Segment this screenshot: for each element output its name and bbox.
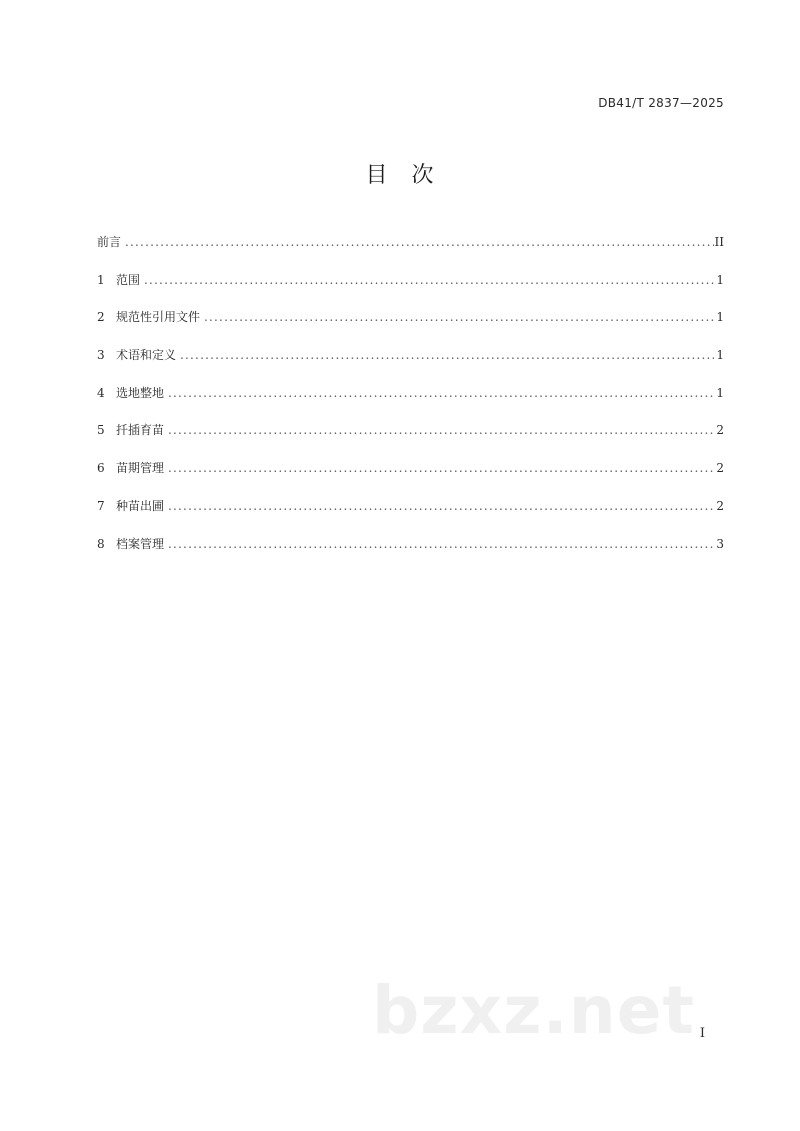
toc-entry-number: 5 [97,423,105,438]
document-code: DB41/T 2837—2025 [598,96,724,110]
toc-dot-leader [166,418,714,442]
toc-entry-seedling-management[interactable] [97,456,724,494]
toc-entry-label: 规范性引用文件 [116,310,201,325]
toc-entry-site-preparation[interactable] [97,381,724,419]
toc-dot-leader [142,268,714,292]
toc-entry-cutting-propagation[interactable] [97,418,724,456]
page-number: I [699,1026,705,1041]
toc-dot-leader [166,381,714,405]
toc-dot-leader [166,456,714,480]
toc-entry-normative-references[interactable] [97,305,724,343]
toc-entry-page: 2 [716,498,724,513]
table-of-contents [97,230,724,569]
toc-entry-page: II [714,235,724,249]
toc-dot-leader [178,343,714,367]
toc-entry-label: 苗期管理 [116,461,165,476]
toc-entry-label: 档案管理 [116,536,165,551]
toc-entry-number: 6 [97,461,105,476]
toc-entry-page: 2 [716,423,724,438]
toc-entry-number: 7 [97,498,105,513]
toc-entry-number: 8 [97,536,105,551]
toc-entry-foreword[interactable] [97,230,724,268]
toc-dot-leader [123,230,714,254]
toc-entry-label: 种苗出圃 [116,498,165,513]
toc-entry-label: 范围 [116,272,141,287]
toc-entry-label: 扦插育苗 [116,423,165,438]
toc-entry-page: 3 [716,536,724,551]
watermark: bzxz.net [372,972,696,1049]
toc-dot-leader [166,532,714,556]
toc-entry-number: 1 [97,272,105,287]
toc-entry-number: 4 [97,385,105,400]
page-title: 目 次 [365,163,435,188]
toc-entry-terms-definitions[interactable] [97,343,724,381]
toc-entry-label: 前言 [97,235,122,249]
toc-entry-page: 1 [716,348,724,363]
toc-entry-page: 2 [716,461,724,476]
toc-entry-page: 1 [716,310,724,325]
toc-entry-page: 1 [716,272,724,287]
toc-dot-leader [166,494,714,518]
toc-entry-seedling-lifting[interactable] [97,494,724,532]
toc-entry-number: 3 [97,348,105,363]
toc-dot-leader [202,305,714,329]
toc-entry-page: 1 [716,385,724,400]
toc-entry-number: 2 [97,310,105,325]
toc-entry-records-management[interactable] [97,532,724,570]
toc-entry-label: 术语和定义 [116,348,177,363]
toc-entry-scope[interactable] [97,268,724,306]
toc-entry-label: 选地整地 [116,385,165,400]
